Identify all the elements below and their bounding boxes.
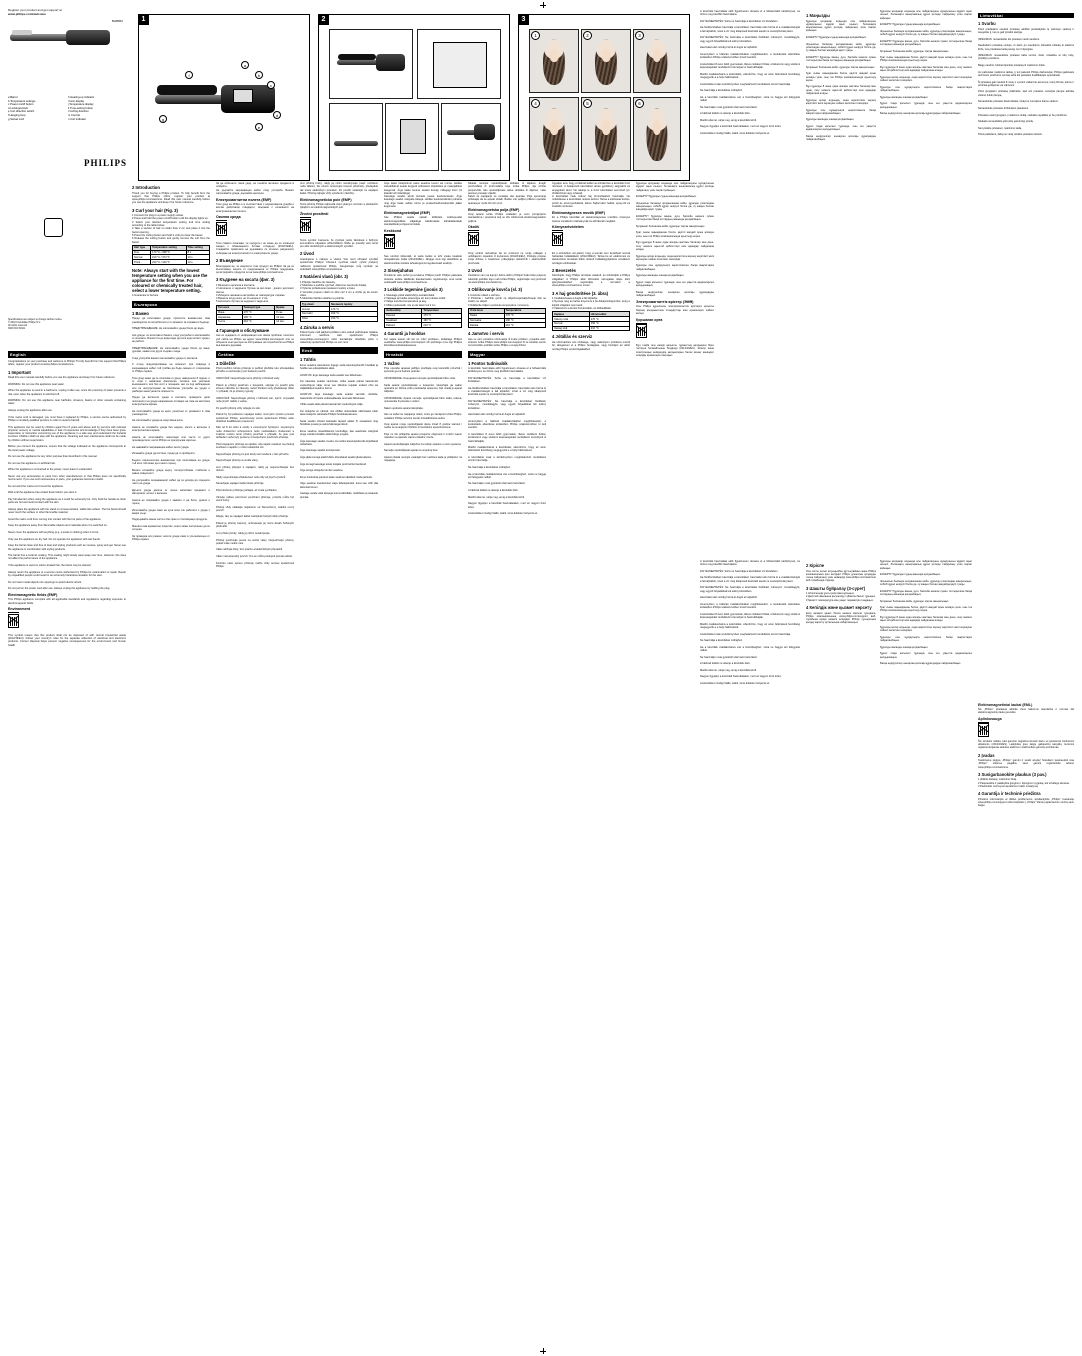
hu-heading: 1 Fontos tudnivalók	[468, 360, 508, 366]
td: 190 °C	[422, 318, 462, 323]
td: 190 °C / 374 °F	[151, 255, 187, 260]
bg-guarantee-body: Ако се нуждаете от информация или имате проблем, посетете уеб сайта на Philips на адрес www.philips.com/support или се обърнете към центъра за обслужване на потребители на Philips във вашата държава.	[216, 334, 294, 348]
td: Гъста	[217, 320, 243, 325]
et-env-body: See sümbol tähendab, et seda toodet ei tohi visata tavaliste olmejäätmete hulka (2012/19/EL). Järgige oma riigi elektriliste ja elektrooniliste toodete lahuskogumist reguleerivaid eeskirju.	[384, 255, 462, 265]
bg-curl-heading: 3 Къдрене на косата (фиг. 3)	[216, 277, 275, 283]
table-row	[301, 316, 378, 321]
hr-env-heading: Okoliš	[468, 225, 479, 230]
environment-body: This symbol means that this product shall not be disposed of with normal household waste (2012/19/EU). Follow your country's rules for the separate collection of electrical and electronic products. Correct disposal helps prevent negative consequences for the environment and human health.	[8, 633, 126, 647]
legend-item: i Ionic display	[68, 99, 85, 103]
td: Normál	[553, 321, 590, 326]
waste-bin-icon	[8, 613, 19, 634]
callout-e: e	[255, 123, 263, 131]
panel-number: 3	[518, 14, 529, 25]
step-cell	[329, 29, 413, 99]
cs-note: Je-li přístroj horký, nikdy jej ničím nezakrývejte (např. ručníkem nebo látkou). Do otvorů nevsunujte kovové předměty, předejdete tak úrazu elektrickým proudem. Po použití netahejte za napájecí kabel. Přístroj odpojte vždy vytažením zástrčky.	[300, 182, 378, 195]
td: 210 °C	[329, 316, 377, 321]
lt-env-body: Šis simbolis reiškia, kad gaminio negalima išmesti kartu su įprastomis buitinėmis atliekomis (2012/19/ES). Laikykitės jūsų šalyje galiojančių taisyklių, kuriomis reglamentuojamas atskiras elektros ir elektronikos gaminių surinkimas.	[978, 739, 1074, 750]
td: 170 °C	[589, 317, 629, 322]
curl-steps: 1 Connect the plug to a power supply socket. 2 Press and hold the power on/off button until the display lights up. 3 Select your desired temperature setting and time setting according to the table below. 4 Take a section of hair no wider than 2 cm and place it into the barrel opening. 5 Press the curling button and hold it until you hear the beeps. 6 Release the curling button and gently remove the curl from the barrel.	[132, 214, 210, 244]
column-top-lt	[978, 10, 1074, 137]
hu-env-body: Ez a szimbólum azt jelenti, hogy a termék nem kezelhető normál háztartási hulladékként (2012/19/EU). Tartsa be az elektromos és elektronikus termékek külön történő hulladékgyűjtésére vonatkozó országos előírásokat.	[552, 251, 630, 265]
language-bar-bulgarian: Български	[132, 301, 210, 308]
callout-c: c	[267, 81, 275, 89]
td: Thick	[133, 260, 151, 265]
hr-emf-heading: Elektromagnetska polja (EMF)	[468, 207, 520, 212]
hr-intro-body: Čestitamo vam na kupnji i dobro došli u Philips! Kako biste potpuno iskoristili podršku koju nudi tvrtka Philips, registrirajte svoj proizvod na www.philips.com/welcome.	[468, 274, 546, 285]
td: Tanka	[469, 313, 505, 318]
language-bar-eesti: Eesti	[300, 347, 378, 354]
td: Debela	[469, 323, 505, 328]
philips-shield-icon	[44, 218, 63, 237]
environment-heading: Environment	[8, 607, 30, 612]
legend-right	[68, 96, 126, 121]
column-top-hu-cont	[700, 10, 800, 135]
td: 170 °C	[329, 307, 377, 312]
lt-env-heading: Aplinkosauga	[978, 717, 1002, 721]
column-croatian-cont	[468, 182, 546, 515]
english-body: Read this user manual carefully before you use the appliance and keep it for future reference. WARNING: Do not use this appliance near water. When the appliance is used in a bathroom, unplug it after use, since the proximity of water presents a risk, even when the appliance is switched off. WARNING: Do not use this appliance near bathtubs, showers, basins or other vessels containing water. Always unplug the appliance after use. If the mains cord is damaged, you must have it replaced by Philips, a service centre authorised by Philips or similarly qualified persons in order to avoid a hazard. This appliance can be used by children aged from 8 years and above and by persons with reduced physical, sensory or mental capabilities or lack of experience and knowledge if they have been given supervision or instruction concerning use of the appliance in a safe way and understand the hazards involved. Children shall not play with the appliance. Cleaning and user maintenance shall not be made by children without supervision. Before you connect the appliance, ensure that the voltage indicated on the appliance corresponds to the local power voltage. Do not use the appliance for any other purpose than described in this manual. Do not use the appliance on artificial hair. When the appliance is connected to the power, never leave it unattended. Never use any accessories or parts from other manufacturers or that Philips does not specifically recommend. If you use such accessories or parts, your guarantee becomes invalid. Do not wind the mains cord round the appliance. Wait until the appliance has cooled down before you store it. Pay full attention when using the appliance as it could be extremely hot. Only hold the handle as other parts are hot and avoid contact with the skin. Always place the appliance with the stand on a heat-resistant, stable flat surface. The hot barrel should never touch the surface or other flammable material. Avoid the mains cord from coming into contact with the hot parts of the appliance. Keep the appliance away from flammable objects and materials when it is switched on. Never cover the appliance with anything (e.g. a towel or clothing) when it is hot. Only use the appliance on dry hair. Do not operate the appliance with wet hands. Keep the barrel clean and free of dust and styling products such as mousse, spray and gel. Never use the appliance in combination with styling products. The barrel has a ceramic coating. This coating might slowly wear away over time. However, this does not affect the performance of the appliance. If the appliance is used on colour-treated hair, the barrel may be stained. Always return the appliance to a service centre authorised by Philips for examination or repair. Repair by unqualified people could result in an extremely hazardous situation for the user. Do not insert metal objects into openings to avoid electric shock. Do not pull on the power cord after use. Always unplug the appliance by holding the plug.	[8, 376, 126, 591]
language-bar-cestina: Čeština	[216, 351, 294, 358]
td: 210 °C	[242, 320, 275, 325]
td: 170 °C	[422, 313, 462, 318]
th: Hőmérséklet	[589, 312, 629, 317]
column-kk-mid	[806, 560, 876, 625]
hr-curl-heading: 3 Oblikovanje kovrča (sl. 3)	[468, 287, 522, 293]
hu-guarantee-heading: 4 Jótállás és szerviz	[552, 334, 593, 340]
registration-mark-top	[540, 2, 546, 8]
hu-curl-heading: 3 A haj göndörítése (3. ábra)	[552, 290, 608, 296]
register-line-1: Register your product and get support at	[8, 8, 62, 12]
waste-bin-icon	[636, 323, 647, 344]
th: Време	[275, 305, 294, 310]
td: 170 °C / 338 °F	[151, 250, 187, 255]
cs-intro-heading: 2 Úvod	[300, 251, 314, 257]
column-kazakh-lower	[636, 182, 714, 357]
figure-panel-3	[518, 14, 690, 181]
column-czech-cont	[300, 182, 378, 499]
bg-guarantee-heading: 4 Гаранция и обслужване	[216, 327, 270, 333]
th: Vrsta kose	[469, 309, 505, 314]
kk-env-body: Бұл таңба осы өнімді қалыпты тұрмыстық қалдықпен бірге тастауға болмайтынын білдіреді (2012/19/EU). Электр және электрондық өнімдердің қалдықтарын бөлек жинау жөніндегі еліңіздің ережелерін сақтаңыз.	[636, 344, 714, 357]
hair-step-cell	[633, 97, 681, 171]
kk-env-heading: Қоршаған орта	[636, 317, 663, 322]
bg-emf-heading: Електромагнитни полета (EMF)	[216, 197, 272, 202]
cs-guarantee-body: Pokud byste měli jakýkoli problém nebo pokud potřebujete nějakou informaci, navštivte web společnosti Philips www.philips.com/support nebo kontaktujte středisko péče o zákazníky společnosti Philips ve své zemi.	[300, 331, 378, 344]
kk-body-lower: Құралды қолданар алдында осы пайдаланушы нұсқаулығын мұқият оқып шығып, болашақта анықтамалық құрал ретінде пайдалану үшін сақтап қойыңыз. ЕСКЕРТУ! Құралды судың жанында қолданбаңыз. Жуынатын бөлмеде қолданғаннан кейін, құралды розеткадан ажыратыңыз, себебі құрал өшірулі болса да, су жақын болған жағдайда қауіп туады. ЕСКЕРТУ! Құралды ванна, душ, бассейн немесе сумен толтырылған басқа заттардың жанында қолданбаңыз. Қолданып болғаннан кейін, құралды тоқтан ажыратыңыз. Қуат сымы зақымданған болса, қауіпті жағдай орын алмауы үшін, оны тек Philips компаниясында ауыстыру керек. Бұл құралды 8 және одан жоғары жастағы балалар мен дене, сезу немесе ақыл-ой қабілеттері кем адамдар пайдалана алады. Құралды қосар алдында, онда көрсетілген кернеу жергілікті желі кернеуіне сәйкес келетінін тексеріңіз. Құралды осы нұсқаулықта көрсетілмеген басқа мақсаттарға пайдаланбаңыз. Құралды жасанды шашқа қолданбаңыз. Құрал тоққа қосылып тұрғанда, оны еш уақытта қадағалаусыз қалдырмаңыз. Басқа өндірушілер шығарған қосалқы құралдарды пайдаланбаңыз.	[636, 182, 714, 298]
product-photo	[8, 20, 123, 60]
heading-introduction: 2 Introduction	[132, 185, 160, 190]
hair-step-cell	[581, 97, 631, 171]
language-bar-hrvatski: Hrvatski	[384, 351, 462, 358]
legend-item: n Curl indicator	[68, 117, 87, 121]
emf-heading: Electromagnetic fields (EMF)	[8, 592, 58, 597]
hair-step-cell	[581, 29, 631, 93]
et-guarantee-body: Kui vajate teavet või teil on mõni probleem, külastage Philipsi veebilehte www.philips.com/support või pöörduge oma riigi Philipsi klienditeeninduskeskusesse.	[384, 337, 462, 348]
waste-bin-icon	[384, 234, 395, 255]
bg-env-body: Този символ означава, че продуктът не може да се изхвърля заедно с обикновените битови отпадъци (2012/19/EU). Следвайте правилата на държавата си относно разделното събиране на електрическите и електронните уреди.	[216, 241, 294, 255]
cs-env-heading: Životní prostředí	[300, 212, 329, 217]
hr-emf-body: Ovaj aparat tvrtke Philips sukladan je svim primjenjivim standardima i propisima koji se tiču izloženosti elektromagnetskim poljima.	[468, 212, 546, 223]
et-curl-heading: 3 Lokkide tegemine (joonis 3)	[384, 287, 443, 293]
legend-item: j Temperature display	[68, 103, 94, 107]
hu-note-2: A készüléket csak száraz haj formázásához használja. Ne működtesse a készüléket nedves kézzel. Tartsa a sütővasat tisztán, portól és szennyeződéstől, illetve hajformázó habtól, spray-től és zselétől mentesen.	[552, 195, 630, 209]
th: Temperatura	[504, 309, 545, 314]
section-heading: 1 Svarbu	[978, 21, 996, 27]
et-heading: 1 Tähtis	[300, 357, 316, 363]
heading-curl-hair: 3 Curl your hair (Fig. 3)	[132, 207, 178, 213]
td: 170 °C	[504, 313, 545, 318]
hr-intro-heading: 2 Uvod	[468, 267, 482, 273]
td: 190 °C	[504, 318, 545, 323]
registration-mark-bottom	[540, 1348, 546, 1354]
hair-step-cell	[529, 97, 579, 171]
header-block	[8, 8, 123, 60]
column-estonian-cont	[384, 182, 462, 463]
cs-heading: 1 Důležité	[216, 360, 236, 366]
bg-heading: 1 Важно	[132, 310, 149, 316]
bg-intro-heading: 2 Въведение	[216, 258, 243, 264]
kk-emf-body: Осы Philips құрылғысы электромагниттік өрістерге қатысты барлық қолданыстағы стандарттар мен ережелерге сәйкес келеді.	[636, 305, 714, 315]
cs-curl-heading: 3 Natáčení vlasů (obr. 3)	[300, 274, 348, 280]
lt-curl-heading: 3 Susigarbanokite plaukus (3 pav.)	[978, 771, 1047, 777]
language-bar-lietuviskai: Lietuviškai	[978, 13, 1074, 18]
bg-body: Преди да използвате уреда, прочетете внимателно това ръководство за потребителя и го запазете за справка в бъдеще. ПРЕДУПРЕЖДЕНИЕ: Не използвайте уреда близо до вода. Ако уредът се използва в банята, след употреба го изключвайте от контакта. Близостта до вода води до риск дори когато уредът не работи. ПРЕДУПРЕЖДЕНИЕ: Не използвайте уреда близо до вани, душове, мивки или други съдове с вода. След употреба винаги изключвайте уреда от контакта. С оглед предотвратяване на опасност при повреда в захранващия кабел той трябва да бъде сменен от оторизиран от Philips сервиз. Този уред може да се използва от деца, навършили 8 години, и от хора с намалени физически, сетивни или умствени възможности или без опит и познания, ако са под наблюдение или са инструктирани за безопасна употреба на уреда и разбират евентуалните опасности. Преди да включите уреда в контакта, проверете дали посоченото на уреда напрежение отговаря на това на местната електрическа мрежа. Не използвайте уреда за цели, различни от указаното в това ръководство. Не използвайте уреда на изкуствена коса. Никога не оставяйте уреда без надзор, когато е включен в електрическата мрежа. Никога не използвайте аксесоари или части от други производители, които Philips не препоръчва изрично. Не навивайте захранващия кабел около уреда. Изчакайте уреда да изстине, преди да го приберете. Бъдете изключително внимателни при използване на уреда, тъй като той може да е много горещ. Винаги оставяйте уреда върху топлоустойчива, стабилна и равна повърхност. Не допускайте захранващият кабел да се допира до горещите части на уреда. Дръжте уреда далече от лесно запалими предмети и материали, когато е включен. Никога не покривайте уреда с каквото и да било, докато е горещ. Използвайте уреда само на суха коса. Не работете с уреда с мокри ръце. Поддържайте маша чиста и без прах и стилизиращи продукти. Машата има керамично покритие, което може постепенно да се изтърка. За проверка или ремонт носете уреда само в упълномощен от Philips сервиз.	[132, 317, 210, 542]
step-number: 5	[583, 99, 592, 108]
td: Silné	[301, 316, 330, 321]
cs-emf-body: Tento přístroj Philips odpovídá všem platným normám a předpisům týkajícím se elektromagnetických polí.	[300, 203, 378, 210]
td: Normalna	[469, 318, 505, 323]
td: 190 °C	[589, 321, 629, 326]
column-top-kk-head	[806, 10, 876, 141]
temperature-table-hr	[468, 308, 546, 328]
column-english-cont	[132, 182, 210, 541]
hr-curl-body: 1 Umetnite utikač u utičnicu. 2 Pritisnite i zadržite gumb za uključivanje/isključivanje dok se zaslon ne uključi. 3 Odaberite željenu postavku temperature i vremena.	[468, 293, 546, 307]
td: 190 °C	[329, 312, 377, 317]
column-hungarian-cont	[552, 182, 630, 351]
td: 10 s	[186, 255, 209, 260]
cs-emf-heading: Elektromagnetická pole (EMP)	[300, 197, 352, 202]
figure-panel-1	[138, 14, 310, 181]
td: 12 s	[186, 260, 209, 265]
bg-curl-body: 1 Включете щепсела в контакта. 2 Натиснете и задръжте бутона за вкл./изкл., докато дисплеят светне. 3 Изберете желаната настройка за температура и време. 4 Вземете кичур коса, не по-широк от 2 см. 5 Натиснете бутона за къдрене и задръжте.	[216, 283, 294, 304]
td: Фина	[217, 310, 243, 315]
hu-emf-heading: Elektromágneses mezők (EMF)	[552, 210, 605, 215]
specifications-note: Specifications are subject to change without notice. © 2016 Koninklijke Philips N.V. All rights reserved. 3000 031 51621	[8, 318, 63, 330]
column-bulgarian-cont	[216, 182, 294, 568]
cs-intro-body: Gratulujeme k nákupu a vítáme Vás mezi uživateli výrobků společnosti Philips! Chcete-li využívat všech výhod podpory nabízené společností Philips, zaregistrujte svůj výrobek na stránkách www.philips.com/welcome.	[300, 257, 378, 271]
td: 210 °C	[504, 323, 545, 328]
filler-body-2: Құралды қолданар алдында осы пайдаланушы нұсқаулығын мұқият оқып шығып, болашақта анықтамалық құрал ретінде пайдалану үшін сақтап қойыңыз. ЕСКЕРТУ! Құралды судың жанында қолданбаңыз. Жуынатын бөлмеде қолданғаннан кейін, құралды розеткадан ажыратыңыз, себебі құрал өшірулі болса да, су жақын болған жағдайда қауіп туады. ЕСКЕРТУ! Құралды ванна, душ, бассейн немесе сумен толтырылған басқа заттардың жанында қолданбаңыз. Қолданып болғаннан кейін, құралды тоқтан ажыратыңыз. Қуат сымы зақымданған болса, қауіпті жағдай орын алмауы үшін, оны тек Philips компаниясында ауыстыру керек. Бұл құралды 8 және одан жоғары жастағы балалар мен дене, сезу немесе ақыл-ой қабілеттері кем адамдар пайдалана алады. Құралды қосар алдында, онда көрсетілген кернеу жергілікті желі кернеуіне сәйкес келетінін тексеріңіз. Құралды осы нұсқаулықта көрсетілмеген басқа мақсаттарға пайдаланбаңыз. Құралды жасанды шашқа қолданбаңыз. Құрал тоққа қосылып тұрғанда, оны еш уақытта қадағалаусыз қалдырмаңыз. Басқа өндірушілер шығарған қосалқы құралдарды пайдаланбаңыз.	[880, 560, 972, 666]
legend-item: b Temperature settings	[8, 99, 36, 103]
panel-number: 2	[318, 14, 329, 25]
section-heading-important: 1 Important	[8, 369, 31, 375]
th: Hajtípus	[553, 312, 590, 317]
lt-emf-body: Šis „Philips" prietaisas atitinka visus taikomus standartus ir normas dėl elektromagnetinių laukų poveikio.	[978, 707, 1074, 715]
language-bar-english: English	[8, 351, 126, 358]
et-intro-body: Õnnitleme ostu puhul ja tervitame Philipsi poolt! Philipsi pakutava tootetoe eeliste täielikuks kasutamiseks registreerige oma toode veebisaidil www.philips.com/welcome.	[384, 274, 462, 285]
th: Juuksetüüp	[385, 309, 422, 314]
hr-env-body: Ovaj simbol naznačuje da se proizvod ne smije odlagati s uobičajenim otpadom iz kućanstva (2012/19/EU). Poštujte propise svoje države o zasebnom prikupljanju električnih i elektroničkih proizvoda.	[468, 251, 546, 265]
column-top-kk-cont	[880, 10, 972, 116]
table-row	[553, 326, 630, 331]
lt-guarantee-body: Prireikus informacijos ar iškilus problemoms, apsilankykite „Philips" svetainėje www.philips.com/support arba kreipkitės į „Philips" klientų aptarnavimo centrą savo šalyje.	[978, 797, 1074, 808]
et-emf-body: See Philipsi seade vastab kõikidele kokkupuudet elektromagnetiliste väljadega käsitlevatele kohaldatavatele standarditele ja õigusnormidele.	[384, 216, 462, 226]
waste-bin-icon	[300, 218, 311, 239]
model-number: BHB862	[111, 19, 123, 23]
legend-item: e Curl direction switch	[8, 110, 35, 114]
td: 190 °C	[242, 315, 275, 320]
callout-b: b	[255, 71, 263, 79]
hu-emf-body: Ez a Philips készülék az elektromágneses mezőkre érvényes összes vonatkozó szabványnak és előírásnak megfelel.	[552, 216, 630, 223]
temperature-table-hu	[552, 311, 630, 331]
body-text: Prieš pradėdami naudoti prietaisą atidžiai perskaitykite šį vartotojo vadovą ir saugokite jį, nes jo gali prireikti ateityje. ĮSPĖJIMAS: nenaudokite šio prietaiso netoli vandens. Naudodami prietaisą vonioje, iš karto po naudojimo ištraukite kištuką iš elektros lizdo, nes prietaisas kelia pavojų net ir išjungtas. ĮSPĖJIMAS: nenaudokite prietaiso šalia vonios, dušo, kriauklės ar kitų indų, pripildytų vandens. Baigę naudoti, būtinai išjunkite prietaisą iš maitinimo tinklo. Jei pažeistas maitinimo laidas, jį turi pakeisti Philips darbuotojai, Philips įgaliotasis techninės priežiūros centras arba kiti panašios kvalifikacijos specialistai. Šį prietaisą gali naudoti 8 metų ir vyresni vaikai bei asmenys, kurių fiziniai, jutimo ir protiniai gebėjimai yra silpnesni. Prieš įjungdami prietaisą įsitikinkite, kad ant prietaiso nurodyta įtampa atitinka vietinio tinklo įtampą. Nenaudokite prietaiso kitais tikslais, išskyrus nurodytus šiame vadove. Nenaudokite prietaiso dirbtiniams plaukams. Prietaisui esant įjungtam į maitinimo tinklą, niekada nepalikite jo be priežiūros. Niekada nenaudokite jokių kitų gamintojų priedų. Nevyniokite prietaiso į maitinimo laidą. Prieš padėdami į laikymo vietą, leiskite prietaisui atvėsti.	[978, 27, 1074, 137]
callout-d: d	[273, 111, 281, 119]
introduction-body: Thank you for buying a Philips product. To fully benefit from the support that Philips offers, register your product at www.philips.com/welcome. Read this user manual carefully before you use the appliance and keep it for future reference.	[132, 191, 210, 205]
column-filler-right-1	[700, 560, 800, 685]
waste-bin-icon	[468, 231, 479, 252]
cs-curl-body: 1 Připojte zástrčku do zásuvky. 2 Stiskněte a podržte vypínač, dokud se nerozsvítí displej. 3 Vyberte požadované nastavení teploty a času. 4 Vezměte pramen vlasů ne širší než 2 cm a vložte jej do otvoru válce. 5 Stiskněte tlačítko natáčení a podržte.	[300, 280, 378, 301]
th: Temperature setting	[151, 245, 187, 250]
column-english	[8, 348, 126, 647]
table-row	[385, 323, 462, 328]
kk-intro-heading: 2 Кіріспе	[806, 563, 825, 568]
bg-intro-body: Благодарим ви, че закупихте този продукт на Philips! За да се възползвате изцяло от предлаганата от Philips поддръжка, регистрирайте продукта си на www.philips.com/welcome.	[216, 264, 294, 275]
table-row	[133, 260, 210, 265]
kk-guarantee-heading: 4 Кепілдік және қызмет көрсету	[806, 605, 872, 611]
th: Hair type	[133, 245, 151, 250]
hu-intro-body: Köszönjük, hogy Philips terméket vásárolt, és üdvözöljük a Philips világában! A Philips által biztosított támogatás teljes körű igénybevételéhez regisztrálja a terméket a www.philips.com/welcome címen.	[552, 274, 630, 288]
lt-intro-body: Sveikiname įsigijus „Philips" gaminį ir sveiki atvykę! Norėdami pasinaudoti visa „Philips" siūloma pagalba, savo gaminį registruokite adresu www.philips.com/welcome.	[978, 759, 1074, 769]
temperature-table-en	[132, 245, 210, 265]
hr-note-2: Kabel za napajanje ne omatajte oko aparata. Prije spremanja pričekajte da se aparat ohladi. Budite vrlo pažljivi prilikom uporabe aparata jer može biti vrlo vruć.	[468, 195, 546, 205]
kk-curl-heading: 3 Шашты бұйралау (3-сурет)	[806, 585, 866, 591]
td: 170 °C	[242, 310, 275, 315]
legend-left	[8, 96, 66, 121]
legend-item: a Barrel	[8, 96, 18, 99]
cs-guarantee-heading: 4 Záruka a servis	[300, 324, 334, 330]
step-number: 1	[531, 31, 540, 40]
hr-heading: 1 Važno	[384, 360, 400, 366]
td: Peened	[385, 313, 422, 318]
lt-emf-heading: Elektromagnetiniai laukai (EML)	[978, 702, 1033, 707]
th: Тип коса	[217, 305, 243, 310]
et-env-heading: Keskkond	[384, 228, 402, 233]
legend-item: h Heating-up indicator	[68, 96, 95, 99]
temperature-table-cs	[300, 301, 378, 321]
callout-g: g	[159, 115, 167, 123]
legend-item: g Swivel cord	[8, 117, 24, 121]
kk-guarantee-body: Егер ақпарат қажет болса немесе мәселе туындаса, Philips компаниясының www.philips.com/support веб-торабына кіріңіз немесе еліңіздегі Philips тұтынушыға қолдау көрсету орталығына хабарласыңыз.	[806, 611, 876, 625]
column-filler-right-2	[880, 560, 972, 666]
legend-item: d Locking/unlock	[8, 106, 29, 110]
step-cell	[385, 103, 439, 171]
bg-note: За да избегнете токов удар, не пъхайте метални предмети в отворите.	[216, 182, 294, 189]
callout-a: a	[241, 61, 249, 69]
brand-logo: PHILIPS	[84, 158, 128, 168]
td: 10 сек.	[275, 315, 294, 320]
waste-bin-icon	[552, 231, 563, 252]
lt-intro-heading: 2 Įvadas	[978, 752, 995, 758]
kk-intro-body: Осы затты сатып алуыңызбен құттықтаймыз және Philips компаниясына қош келдіңіз! Philips ұсынатын қолдауды толық пайдалану үшін өніміңізді www.philips.com/welcome веб-торабында тіркеңіз.	[806, 569, 876, 583]
step-number: 3	[635, 31, 644, 40]
legend-item: f Hanging loop	[8, 113, 26, 117]
step-number: 2	[583, 31, 592, 40]
hr-guarantee-body: Ako su vam potrebne informacije ili imate problem, posjetite web-stranicu tvrtke Philips www.philips.com/support ili se obratite centru za korisničku podršku tvrtke Philips u svojoj državi.	[468, 337, 546, 348]
td: 8 сек.	[275, 310, 294, 315]
td: 12 сек.	[275, 320, 294, 325]
et-intro-heading: 2 Sissejuhatus	[384, 267, 414, 273]
hr-guarantee-heading: 4 Jamstvo i servis	[468, 331, 505, 337]
lt-curl-body: 1 Įkiškite kištuką į maitinimo lizdą. 2 Paspauskite ir palaikykite įjungimo / išjungimo mygtuką, kol užsidegs ekranas. 3 Pasirinkite norimą temperatūros ir laiko nustatymą.	[978, 778, 1070, 789]
heading-guarantee: Note: Always start with the lowest temperature setting when you use the appliance for the first time. For coloured or chemically treated hair, select a lower temperature setting.	[132, 267, 208, 293]
step-cell	[417, 29, 501, 99]
hu-curl-body: 1 Csatlakoztassa a dugót a fali aljzatba. 2 Nyomja meg és tartsa lenyomva a be-/kikapcsológombot, amíg a kijelző világítani nem kezd. 3 Válassza ki a kívánt hőmérséklet- és időbeállítást.	[552, 297, 630, 311]
english-intro-note: Congratulations on your purchase and welcome to Philips! To fully benefit from the support that Philips offers, register your product at www.philips.com/welcome.	[8, 360, 126, 367]
body-text: Құралды қолданар алдында осы пайдаланушы нұсқаулығын мұқият оқып шығып, болашақта анықтамалық құрал ретінде пайдалану үшін сақтап қойыңыз. ЕСКЕРТУ! Құралды судың жанында қолданбаңыз. Жуынатын бөлмеде қолданғаннан кейін, құралды розеткадан ажыратыңыз, себебі құрал өшірулі болса да, су жақын болған жағдайда қауіп туады. ЕСКЕРТУ! Құралды ванна, душ, бассейн немесе сумен толтырылған басқа заттардың жанында қолданбаңыз. Қолданып болғаннан кейін, құралды тоқтан ажыратыңыз. Қуат сымы зақымданған болса, қауіпті жағдай орын алмауы үшін, оны тек Philips компаниясында ауыстыру керек. Бұл құралды 8 және одан жоғары жастағы балалар мен дене, сезу немесе ақыл-ой қабілеттері кем адамдар пайдалана алады. Құралды қосар алдында, онда көрсетілген кернеу жергілікті желі кернеуіне сәйкес келетінін тексеріңіз. Құралды осы нұсқаулықта көрсетілмеген басқа мақсаттарға пайдаланбаңыз. Құралды жасанды шашқа қолданбаңыз. Құрал тоққа қосылып тұрғанда, оны еш уақытта қадағалаусыз қалдырмаңыз. Басқа өндірушілер шығарған қосалқы құралдарды пайдаланбаңыз.	[806, 19, 876, 142]
td: Vékony szál	[553, 317, 590, 322]
bg-emf-body: Този уред на Philips е в съответствие с нормативната уредба и всички действащи стандарти, свързани с излагането на електромагнитни полета.	[216, 203, 294, 213]
kk-curl-body: 1 Штепсельдік ұшты розеткаға қосыңыз. 2 Дисплей жанғанша қосу/өшіру түймесін басып тұрыңыз. 3 Қажетті температура мен уақыт параметрін таңдаңыз.	[806, 592, 876, 602]
figure-panel-2	[318, 14, 510, 181]
td: Jemné	[301, 307, 330, 312]
body-text-2: Құралды қолданар алдында осы пайдаланушы нұсқаулығын мұқият оқып шығып, болашақта анықтамалық құрал ретінде пайдалану үшін сақтап қойыңыз. ЕСКЕРТУ! Құралды судың жанында қолданбаңыз. Жуынатын бөлмеде қолданғаннан кейін, құралды розеткадан ажыратыңыз, себебі құрал өшірулі болса да, су жақын болған жағдайда қауіп туады. ЕСКЕРТУ! Құралды ванна, душ, бассейн немесе сумен толтырылған басқа заттардың жанында қолданбаңыз. Қолданып болғаннан кейін, құралды тоқтан ажыратыңыз. Қуат сымы зақымданған болса, қауіпті жағдай орын алмауы үшін, оны тек Philips компаниясында ауыстыру керек. Бұл құралды 8 және одан жоғары жастағы балалар мен дене, сезу немесе ақыл-ой қабілеттері кем адамдар пайдалана алады. Құралды қосар алдында, онда көрсетілген кернеу жергілікті желі кернеуіне сәйкес келетінін тексеріңіз. Құралды осы нұсқаулықта көрсетілмеген басқа мақсаттарға пайдаланбаңыз. Құралды жасанды шашқа қолданбаңыз. Құрал тоққа қосылып тұрғанда, оны еш уақытта қадағалаусыз қалдырмаңыз. Басқа өндірушілер шығарған қосалқы құралдарды пайдаланбаңыз.	[880, 10, 972, 116]
panel-number: 1	[138, 14, 149, 25]
et-note: Ärge laske toitejuhtmel vastu seadme kuumi osi minna. Hoidke sisselülitatud seade kergesti süttivatest objektidest ja materjalidest kaugemal. Ärge katke kuuma seadet kunagi millegagi kinni (nt käteräti või riidetükiga).	[384, 182, 462, 195]
waste-bin-icon	[216, 221, 227, 242]
hu-env-heading: Környezetvédelem	[552, 225, 584, 230]
section-heading: 1 Маңызды	[806, 13, 830, 18]
bg-note-2: Не дърпайте захранващия кабел след употреба. Винаги изключвайте уреда, държейки щепсела.	[216, 188, 294, 195]
step-number: 6	[635, 99, 644, 108]
td: Paksud	[385, 323, 422, 328]
th: Nastavení teploty	[329, 302, 377, 307]
guarantee-body: 4 Guarantee & Service	[132, 294, 159, 298]
th: Температура	[242, 305, 275, 310]
body-text: A készülék használata előtt figyelmesen olvassa el a felhasználói kézikönyvet, és őrizze meg későbbi használatra. FIGYELMEZTETÉS: Soha ne használja a készüléket víz közelében. Ha fürdőszobában használja a készüléket, használat után húzza ki a csatlakozódugót a fali aljzatból, mivel a víz még kikapcsolt készülék esetén is veszélyforrást jelent. FIGYELMEZTETÉS: Ne használja a készüléket fürdőkád, zuhanyzó, mosdókagyló, vagy egyéb folyadékkal teli edény közelében. Használat után mindig húzza ki dugót az aljzatból. Amennyiben a hálózati csatlakozókábel meghibásodott, a kockázatok elkerülése érdekében Philips szakszervizben ki kell cserélni. A készüléket 8 éven felüli gyermekek, illetve csökkent fizikai, érzékszervi vagy szellemi képességekkel rendelkező személyek is használhatják. Mielőtt csatlakoztatná a készüléket, ellenőrizze, hogy az azon feltüntetett feszültség megegyezik-e a helyi hálózatéval. A készüléket csak a kézikönyvben meghatározott rendeltetés szerint használja. Ne használja a készüléket műhajhoz. Ha a készülék csatlakoztatva van a feszültséghez, soha ne hagyja azt felügyelet nélkül. Ne használjon más gyártótól származó tartozékot. A hálózati kábelt ne tekerje a készülék köré. Mielőtt eltenné, várja meg, amíg a készülék lehűl. Nagyon figyeljen a készülék használatakor, mert az nagyon forró lehet. A készüléket mindig hőálló, stabil, sima felületen helyezze el.	[700, 10, 800, 135]
cs-body: Před použitím tohoto přístroje si pečlivě přečtěte tuto uživatelskou příručku a uschovejte ji pro budoucí použití. VAROVÁNÍ: Nepoužívejte tento přístroj v blízkosti vody. Pokud je přístroj používán v koupelně, odpojte po použití jeho síťovou zástrčku ze zásuvky, neboť blízkost vody představuje riziko i v případě, že je přístroj vypnutý. VAROVÁNÍ: Nepoužívejte přístroj v blízkosti van, sprch, umyvadel nebo jiných nádob s vodou. Po použití přístroj vždy odpojte ze sítě. Pokud by byl poškozen napájecí kabel, musí jeho výměnu provést společnost Philips, autorizovaný servis společnosti Philips nebo obdobně kvalifikovaní pracovníci. Děti od 8 let věku a osoby s omezenými fyzickými, smyslovými nebo duševními schopnostmi nebo nedostatkem zkušeností a znalostí mohou tento přístroj používat v případě, že jsou pod dohledem nebo byly poučeny o bezpečném používání přístroje. Před zapojením přístroje se ujistěte, zda napětí uvedené na přístroji souhlasí s napětím v místní elektrické síti. Nepoužívejte přístroj pro jiné účely než uvedené v této příručce. Nepoužívejte přístroj na umělé vlasy. Je-li přístroj připojen k napájení, nikdy jej neponechávejte bez dozoru. Nikdy nepoužívejte příslušenství nebo díly od jiných výrobců. Nenavíjejte napájecí kabel okolo přístroje. Před uložením přístroje počkejte, až zcela vychladne. Věnujte velkou pozornost používání přístroje, protože může být velmi horký. Přístroj vždy ukládejte stojánkem na žáruvzdorný, stabilní rovný povrch. Dbejte, aby se napájecí kabel nedotýkal horkých částí přístroje. Pokud je přístroj zapnutý, uchovávejte jej mimo dosah hořlavých předmětů. Je-li přístroj horký, nikdy jej ničím nezakrývejte. Přístroj používejte pouze na suché vlasy. Nepoužívejte přístroj, pokud máte mokré ruce. Válec udržujte čistý, bez prachu a kadeřnických přípravků. Válec má keramický povrch. Ten se může postupně pomalu odírat. Kontrolu nebo opravu přístroje svěřte vždy servisu společnosti Philips.	[216, 367, 294, 568]
td: Fine	[133, 250, 151, 255]
hair-step-cell	[633, 29, 681, 93]
hr-body: Prije uporabe aparata pažljivo pročitajte ovaj korisnički priručnik i spremite ga za buduće potrebe. UPOZORENJE: Ovaj aparat nemojte upotrebljavati blizu vode. Kada aparat upotrebljavate u kupaonici, iskopčajte ga nakon upotrebe jer blizina vode predstavlja opasnost, čak i kada je aparat isključen. UPOZORENJE: Aparat nemojte upotrebljavati blizu kada, tuševa, umivaonika ili posuda s vodom. Nakon upotrebe aparat iskopčajte. Ako se kabel za napajanje ošteti, mora ga zamijeniti tvrtka Philips, ovlašteni Philips servisni centar ili kvalificirana osoba. Ovaj aparat mogu upotrebljavati djeca iznad 8 godina starosti i osobe sa smanjenim fizičkim ili mentalnim sposobnostima. Prije no što priključite aparat provjerite odgovara li mrežni napon naveden na aparatu naponu lokalne mreže. Aparat upotrebljavajte isključivo za radnje opisane u ovim uputama. Nemojte upotrebljavati aparat na umjetnoj kosi. Aparat nikada nemojte ostavljati bez nadzora kada je priključen na napajanje.	[384, 367, 462, 463]
waste-bin-icon	[978, 722, 989, 739]
et-curl-body: 1 Sisestage pistik elektrivõrgu seinakontakti. 2 Vajutage ja hoidke toitenuppu all, kuni ekraan süttib. 3 Valige soovitud temperatuur ja aeg. 4 Võtke juuksesalk, mis ei ole laiem kui 2 cm.	[384, 293, 446, 307]
table-row	[469, 323, 546, 328]
legend-item: k Time-setting button	[68, 106, 93, 110]
et-body: Enne seadme kasutamist lugege seda kasutusjuhendit hoolikalt ja hoidke see edaspidiseks alles. HOIATUS: ärge kasutage seda seadet vee läheduses. Kui kasutate seadet vannitoas, võtke seade pärast kasutamist vooluvõrgust välja, kuna vee lähedus kujutab endast ohtu ka väljalülitatud seadme korral. HOIATUS: ärge kasutage seda seadet vannide, duššide, basseinide või teiste vettsisaldavate anumate läheduses. Võtke seade alati pärast kasutamist vooluvõrgust välja. Kui toitejuhe on rikutud, siis ohtlike olukordade vältimiseks tuleb lasta toitejuhe vahetada Philipsi hoolduskeskuses. Seda seadet võivad kasutada lapsed alates 8. eluaastast ning füüsiliste puuete ja vaimuhäiretega isikud. Enne seadme sisselülitamist kontrollige, kas seadmele märgitud pinge vastab kohaliku elektrivõrgu pingele. Ärge kasutage seadet muuks, kui selles kasutusjuhendis kirjeldatud otstarbeks. Ärge kasutage seadet kunstjuustel. Ärge jätke kunagi elektrivõrku ühendatud seadet järelevalveta. Ärge kunagi kasutage teiste tootjate poolt tehtud tarvikuid. Ärge kerige toitejuhet ümber seadme. Enne hoiukohta panekut laske seadmel täielikult maha jahtuda. Olge seadme kasutamisel väga tähelepanelik, kuna see võib olla äärmiselt kuum. Asetage seade alati alusega kuumuskindlale, stabiilsele ja tasasele pinnale.	[300, 363, 378, 499]
step-cell	[441, 103, 501, 171]
td: Normal	[133, 255, 151, 260]
step-cell	[329, 103, 383, 171]
table-row	[217, 320, 294, 325]
td: 210 °C / 410 °F	[151, 260, 187, 265]
th: Temperatuur	[422, 309, 462, 314]
legend-item: m Cool tip	[68, 113, 81, 117]
kk-emf-heading: Электромагниттік өрістер (ЭМӨ)	[636, 299, 694, 304]
legend-item: c Power on/off button	[8, 103, 34, 107]
td: 210 °C	[422, 323, 462, 328]
td: 210 °C	[589, 326, 629, 331]
td: Нормална	[217, 315, 243, 320]
hr-note: Nikada nemojte upotrebljavati dodatke ili dijelove drugih proizvođača ili proizvođača koje tvrtka Philips nije izričito preporučila. Ako upotrebljavate takve dodatke ili dijelove, vaše jamstvo prestaje vrijediti.	[468, 182, 546, 195]
filler-body: A készülék használata előtt figyelmesen olvassa el a felhasználói kézikönyvet, és őrizze meg későbbi használatra. FIGYELMEZTETÉS: Soha ne használja a készüléket víz közelében. Ha fürdőszobában használja a készüléket, használat után húzza ki a csatlakozódugót a fali aljzatból, mivel a víz még kikapcsolt készülék esetén is veszélyforrást jelent. FIGYELMEZTETÉS: Ne használja a készüléket fürdőkád, zuhanyzó, mosdókagyló, vagy egyéb folyadékkal teli edény közelében. Használat után mindig húzza ki dugót az aljzatból. Amennyiben a hálózati csatlakozókábel meghibásodott, a kockázatok elkerülése érdekében Philips szakszervizben ki kell cserélni. A készüléket 8 éven felüli gyermekek, illetve csökkent fizikai, érzékszervi vagy szellemi képességekkel rendelkező személyek is használhatják. Mielőtt csatlakoztatná a készüléket, ellenőrizze, hogy az azon feltüntetett feszültség megegyezik-e a helyi hálózatéval. A készüléket csak a kézikönyvben meghatározott rendeltetés szerint használja. Ne használja a készüléket műhajhoz. Ha a készülék csatlakoztatva van a feszültséghez, soha ne hagyja azt felügyelet nélkül. Ne használjon más gyártótól származó tartozékot. A hálózati kábelt ne tekerje a készülék köré. Mielőtt eltenné, várja meg, amíg a készülék lehűl. Nagyon figyeljen a készülék használatakor, mert az nagyon forró lehet. A készüléket mindig hőálló, stabil, sima felületen helyezze el.	[700, 560, 800, 685]
et-guarantee-heading: 4 Garantii ja hooldus	[384, 331, 426, 337]
emf-body: This Philips appliance complies with all applicable standards and regulations regarding exposure to electromagnetic fields.	[8, 598, 126, 605]
legend-item: l Curling direction	[68, 110, 89, 114]
column-lt-lower	[978, 700, 1074, 808]
hair-step-cell	[529, 29, 579, 93]
temperature-table-et	[384, 308, 462, 328]
et-emf-heading: Elektromagnetväljad (EMF)	[384, 210, 431, 215]
td: Vastag szál	[553, 326, 590, 331]
hu-guarantee-body: Ha információra van szüksége, vagy valamilyen probléma merült fel, látogasson el a Philips honlapjára, vagy forduljon az adott ország Philips vevőszolgálatához.	[552, 340, 630, 351]
hu-body: A készülék használata előtt figyelmesen olvassa el a felhasználói kézikönyvet, és őrizze meg későbbi használatra. FIGYELMEZTETÉS: Soha ne használja a készüléket víz közelében. Ha fürdőszobában használja a készüléket, használat után húzza ki a csatlakozódugót a fali aljzatból, mivel a víz még kikapcsolt készülék esetén is veszélyforrást jelent. FIGYELMEZTETÉS: Ne használja a készüléket fürdőkád, zuhanyzó, mosdókagyló, vagy egyéb folyadékkal teli edény közelében. Használat után mindig húzza ki dugót az aljzatból. Amennyiben a hálózati csatlakozókábel meghibásodott, a kockázatok elkerülése érdekében Philips szakszervizben ki kell cserélni. A készüléket 8 éven felüli gyermekek, illetve csökkent fizikai, érzékszervi vagy szellemi képességekkel rendelkező személyek is használhatják. Mielőtt csatlakoztatná a készüléket, ellenőrizze, hogy az azon feltüntetett feszültség megegyezik-e a helyi hálózatéval. A készüléket csak a kézikönyvben meghatározott rendeltetés szerint használja. Ne használja a készüléket műhajhoz. Ha a készülék csatlakoztatva van a feszültséghez, soha ne hagyja azt felügyelet nélkül. Ne használjon más gyártótól származó tartozékot. A hálózati kábelt ne tekerje a készülék köré. Mielőtt eltenné, várja meg, amíg a készülék lehűl. Nagyon figyeljen a készülék használatakor, mert az nagyon forró lehet. A készüléket mindig hőálló, stabil, sima felületen helyezze el.	[468, 367, 546, 516]
td: Tavalised	[385, 318, 422, 323]
step-number: 4	[531, 99, 540, 108]
register-line-2: www.philips.com/welcome	[8, 12, 46, 16]
language-bar-magyar: Magyar	[468, 351, 546, 358]
bg-env-heading: Околна среда	[216, 215, 241, 220]
td: Normální	[301, 312, 330, 317]
temperature-table-bg	[216, 305, 294, 325]
th: Typ vlasů	[301, 302, 330, 307]
et-note-2: Kasutage seadet ainult kuivade juuste koolutamiseks. Ärge kasutage seadet märgade kätega. Hoidke koolutussilinder puhtana ning ärge laske sellele tolmu ja juuksehooldusvahendite jääke koguneda.	[384, 195, 462, 209]
product-diagram	[155, 51, 293, 151]
hu-intro-heading: 2 Bevezetés	[552, 267, 576, 273]
th: Time setting	[186, 245, 209, 250]
td: 8 s	[186, 250, 209, 255]
cs-env-body: Tento symbol znamená, že výrobek nelze likvidovat s běžným komunálním odpadem (2012/19/EU). Řiďte se pravidly vaší země pro sběr elektrických a elektronických výrobků.	[300, 238, 378, 249]
lt-guarantee-heading: 4 Garantija ir techninė priežiūra	[978, 791, 1041, 797]
hu-note: Ügyeljen arra, hogy a hálózati kábel ne érintkezzen a készülék forró részeivel. A bekapcsolt készüléket tartsa gyúlékony tárgyaktól és anyagoktól távol. Ne takarja le a forró készüléket semmivel (pl. törölközővel vagy ruhával).	[552, 182, 630, 195]
callout-f: f	[185, 71, 193, 79]
